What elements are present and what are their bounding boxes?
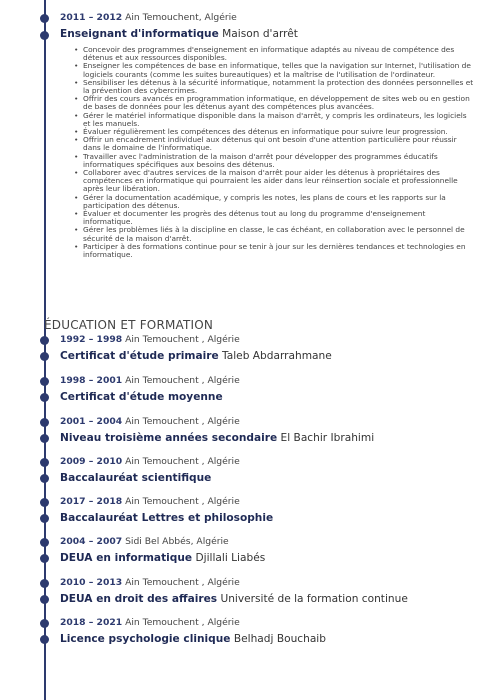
timeline-dot (40, 474, 49, 483)
education-degree: Certificat d'étude moyenne (60, 391, 223, 403)
education-entry (60, 536, 475, 564)
education-school: El Bachir Ibrahimi (280, 432, 375, 444)
education-title (60, 391, 475, 403)
timeline-dot (40, 418, 49, 427)
timeline-dot (40, 393, 49, 402)
education-years: 2010 – 2013 (60, 577, 123, 588)
timeline-dot (40, 619, 49, 628)
education-school: Université de la formation continue (220, 593, 408, 605)
education-degree: Certificat d'étude primaire (60, 350, 219, 362)
education-degree: Baccalauréat scientifique (60, 472, 212, 484)
timeline-dot (40, 579, 49, 588)
education-title (60, 512, 475, 524)
timeline-dot (40, 538, 49, 547)
education-period (60, 334, 475, 345)
timeline-dot (40, 352, 49, 361)
timeline-dot (40, 14, 49, 23)
experience-employer: Maison d'arrêt (222, 28, 298, 40)
education-years: 2018 – 2021 (60, 617, 123, 628)
task-item: • Travailler avec l'administration de la maison d'arrêt pour développer des programmes éducatifs informatiques spécifiques aux besoins des détenus. (74, 153, 475, 169)
education-years: 1992 – 1998 (60, 334, 123, 345)
education-school: Belhadj Bouchaib (233, 633, 326, 645)
education-location: Sidi Bel Abbés, Algérie (125, 536, 229, 547)
timeline-dot (40, 554, 49, 563)
task-item: • Évaluer régulièrement les compétences des détenus en informatique pour suivre leur progression. (74, 128, 475, 136)
timeline-dot (40, 31, 49, 40)
task-item: • Sensibiliser les détenus à la sécurité informatique, notamment la protection des données personnelles et la prévention des cybercrimes. (74, 79, 475, 95)
education-location: Ain Temouchent , Algérie (125, 334, 240, 345)
education-period (60, 496, 475, 507)
timeline-dot (40, 377, 49, 386)
education-location: Ain Temouchent , Algérie (125, 416, 240, 427)
task-item: • Participer à des formations continue pour se tenir à jour sur les dernières tendances et technologies en informatique. (74, 243, 475, 259)
experience-location: Ain Temouchent, Algérie (125, 12, 237, 23)
education-school: Taleb Abdarrahmane (222, 350, 332, 362)
education-degree: DEUA en informatique (60, 552, 193, 564)
timeline-dot (40, 434, 49, 443)
task-item: • Enseigner les compétences de base en informatique, telles que la navigation sur Internet, l'utilisation de logiciels courants (comme les suites bureautiques) et la maîtrise de l'utilisation de l'ordinateur. (74, 62, 475, 78)
education-period (60, 456, 475, 467)
experience-role: Enseignant d'informatique (60, 28, 219, 40)
timeline-dot (40, 595, 49, 604)
task-item: • Collaborer avec d'autres services de la maison d'arrêt pour aider les détenus à propriétaires des compétences en informatique qui pourraient les aider dans leur réinsertion sociale et professionnelle après leur libération. (74, 169, 475, 194)
education-degree: Baccalauréat Lettres et philosophie (60, 512, 274, 524)
education-title (60, 432, 475, 444)
task-item: • Gérer la documentation académique, y compris les notes, les plans de cours et les rapports sur la participation des détenus. (74, 194, 475, 210)
education-entry (60, 577, 475, 605)
education-title (60, 633, 475, 645)
education-location: Ain Temouchent , Algérie (125, 375, 240, 386)
experience-years: 2011 – 2012 (60, 12, 123, 23)
task-item: • Gérer les problèmes liés à la discipline en classe, le cas échéant, en collaboration avec le personnel de sécurité de la maison d'arrêt. (74, 226, 475, 242)
education-school: Djillali Liabés (195, 552, 266, 564)
experience-title (60, 28, 475, 40)
timeline-dot (40, 498, 49, 507)
education-period (60, 617, 475, 628)
education-location: Ain Temouchent , Algérie (125, 456, 240, 467)
education-period (60, 416, 475, 427)
task-item: • Offrir un encadrement individuel aux détenus qui ont besoin d'une attention particulière pour réussir dans le domaine de l'informatique. (74, 136, 475, 152)
task-list (60, 46, 475, 259)
task-item: • Évaluer et documenter les progrès des détenus tout au long du programme d'enseignement informatique. (74, 210, 475, 226)
education-entry (60, 334, 475, 362)
education-period (60, 375, 475, 386)
timeline-dot (40, 514, 49, 523)
education-degree: Licence psychologie clinique (60, 633, 231, 645)
education-period (60, 577, 475, 588)
education-title (60, 552, 475, 564)
timeline-dot (40, 458, 49, 467)
education-entry (60, 456, 475, 484)
education-location: Ain Temouchent , Algérie (125, 496, 240, 507)
task-item: • Concevoir des programmes d'enseignement en informatique adaptés au niveau de compétence des détenus et aux ressources disponibles. (74, 46, 475, 62)
education-years: 2004 – 2007 (60, 536, 123, 547)
timeline-dot (40, 635, 49, 644)
education-degree: Niveau troisième années secondaire (60, 432, 278, 444)
education-degree: DEUA en droit des affaires (60, 593, 218, 605)
education-entry (60, 375, 475, 403)
task-item: • Offrir des cours avancés en programmation informatique, en développement de sites web ou en gestion de bases de données pour les détenus ayant des compétences plus avancées. (74, 95, 475, 111)
education-title (60, 472, 475, 484)
education-title (60, 350, 475, 362)
experience-entry (60, 12, 475, 259)
education-location: Ain Temouchent , Algérie (125, 577, 240, 588)
task-item: • Gérer le matériel informatique disponible dans la maison d'arrêt, y compris les ordinateurs, les logiciels et les manuels. (74, 112, 475, 128)
education-location: Ain Temouchent , Algérie (125, 617, 240, 628)
education-years: 1998 – 2001 (60, 375, 123, 386)
section-heading-education: ÉDUCATION ET FORMATION (44, 318, 214, 332)
education-years: 2001 – 2004 (60, 416, 123, 427)
education-entry (60, 416, 475, 444)
education-period (60, 536, 475, 547)
education-years: 2009 – 2010 (60, 456, 123, 467)
experience-period (60, 12, 475, 23)
education-entry (60, 496, 475, 524)
timeline-dot (40, 336, 49, 345)
education-entry (60, 617, 475, 645)
education-title (60, 593, 475, 605)
education-years: 2017 – 2018 (60, 496, 123, 507)
